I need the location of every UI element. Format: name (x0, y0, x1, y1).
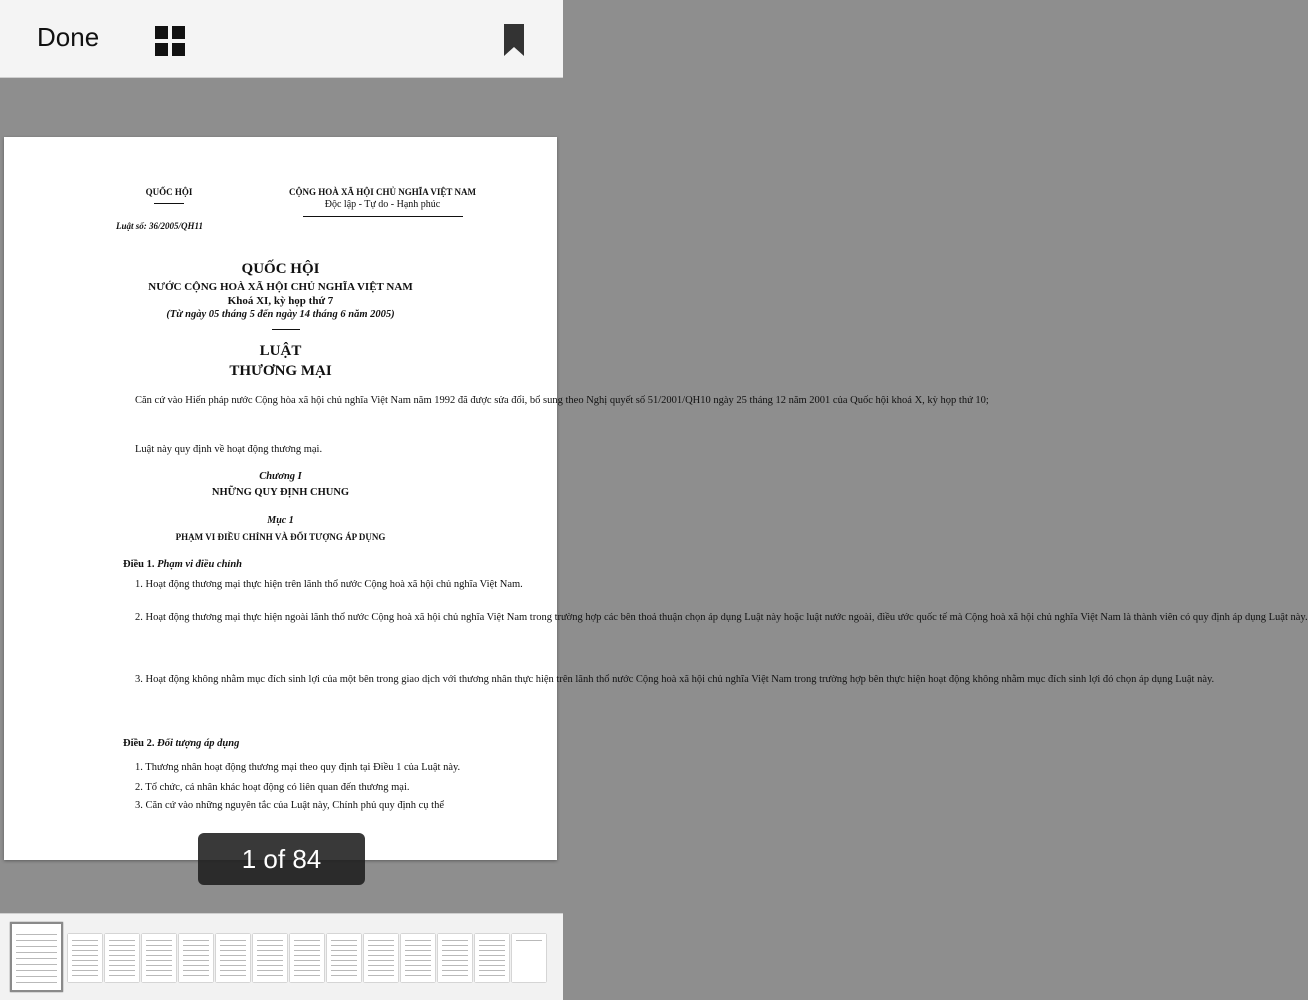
thumbnail-line (257, 955, 283, 956)
thumbnail-line (16, 964, 57, 965)
thumbnail-line (442, 965, 468, 966)
bookmark-icon[interactable] (504, 24, 524, 56)
thumbnail-line (368, 960, 394, 961)
thumbnail-page[interactable] (438, 934, 472, 982)
thumbnail-line (220, 955, 246, 956)
thumbnail-line (146, 950, 172, 951)
thumbnail-page[interactable] (105, 934, 139, 982)
thumbnail-line (109, 950, 135, 951)
thumbnail-line (442, 945, 468, 946)
thumbnail-line (479, 975, 505, 976)
thumbnail-page[interactable] (142, 934, 176, 982)
thumbnail-line (146, 940, 172, 941)
article-1-heading (123, 559, 242, 570)
section-title: PHẠM VI ĐIỀU CHỈNH VÀ ĐỐI TƯỢNG ÁP DỤNG (175, 532, 386, 542)
article-2-clause-3: 3. Căn cứ vào những nguyên tắc của Luật này, Chính phủ quy định cụ thể (135, 800, 445, 811)
thumbnail-line (220, 945, 246, 946)
thumbnail-current[interactable] (10, 922, 63, 992)
thumbnail-line (109, 970, 135, 971)
thumbnail-line (479, 965, 505, 966)
preamble-scope: Luật này quy định về hoạt động thương mại. (135, 444, 323, 455)
title-session: Khoá XI, kỳ họp thứ 7 (227, 295, 334, 307)
thumbnail-line (368, 950, 394, 951)
thumbnail-line (331, 970, 357, 971)
section-number: Mục 1 (267, 515, 294, 526)
article-1-number: Điều 1. (123, 559, 155, 570)
thumbnail-page[interactable] (216, 934, 250, 982)
thumbnail-line (442, 950, 468, 951)
thumbnail-line (405, 950, 431, 951)
thumbnail-line (294, 970, 320, 971)
thumbnail-line (16, 952, 57, 953)
article-2-clause-1: 1. Thương nhân hoạt động thương mại theo quy định tại Điều 1 của Luật này. (135, 762, 461, 773)
thumbnail-line (257, 945, 283, 946)
thumbnail-line (109, 955, 135, 956)
title-dates: (Từ ngày 05 tháng 5 đến ngày 14 tháng 6 năm 2005) (166, 309, 395, 320)
thumbnail-line (16, 934, 57, 935)
thumbnail-page[interactable] (475, 934, 509, 982)
thumbnail-line (479, 950, 505, 951)
thumbnail-line (16, 940, 57, 941)
thumbnail-line (220, 950, 246, 951)
thumbnail-line (368, 965, 394, 966)
thumbnail-line (183, 965, 209, 966)
header-right-rule (303, 216, 463, 217)
thumbnail-line (72, 970, 98, 971)
thumbnail-strip[interactable] (0, 913, 563, 1000)
thumbnail-line (331, 975, 357, 976)
thumbnail-line (294, 940, 320, 941)
preamble-paragraph: Căn cứ vào Hiến pháp nước Cộng hòa xã hội chủ nghĩa Việt Nam năm 1992 đã được sửa đổi, bổ sung theo Nghị quyết số 51/2001/QH10 ngày 25 tháng 12 năm 2001 của Quốc hội khoá X, kỳ họp thứ 10; (135, 395, 989, 406)
article-2-number: Điều 2. (123, 738, 155, 749)
thumbnail-line (146, 960, 172, 961)
thumbnail-line (72, 975, 98, 976)
thumbnail-page[interactable] (179, 934, 213, 982)
thumbnail-line (442, 940, 468, 941)
thumbnail-line (183, 975, 209, 976)
article-2-title: Đối tượng áp dụng (157, 738, 240, 749)
thumbnail-line (479, 945, 505, 946)
thumbnail-line (183, 960, 209, 961)
article-1-clause-1: 1. Hoạt động thương mại thực hiện trên lãnh thổ nước Cộng hoà xã hội chủ nghĩa Việt Nam. (135, 579, 523, 590)
header-left-rule (154, 203, 184, 204)
document-page[interactable] (4, 137, 1308, 860)
thumbnail-line (294, 965, 320, 966)
thumbnail-line (109, 945, 135, 946)
thumbnail-line (220, 960, 246, 961)
thumbnail-page[interactable] (327, 934, 361, 982)
thumbnail-line (331, 950, 357, 951)
thumbnail-line (405, 970, 431, 971)
thumbnail-line (257, 960, 283, 961)
article-1-clause-3: 3. Hoạt động không nhằm mục đích sinh lợi của một bên trong giao dịch với thương nhân thực hiện trên lãnh thổ nước Cộng hoà xã hội chủ nghĩa Việt Nam trong trường hợp bên thực hiện hoạt động không nhằm mục đích sinh lợi đó chọn áp dụng Luật này. (135, 674, 1215, 685)
thumbnail-line (109, 960, 135, 961)
thumbnail-line (368, 945, 394, 946)
header-left: QUỐC HỘI (145, 187, 193, 197)
thumbnail-line (442, 975, 468, 976)
thumbnail-line (257, 975, 283, 976)
title-law: LUẬT (259, 343, 302, 359)
thumbnail-page[interactable] (364, 934, 398, 982)
thumbnail-line (220, 940, 246, 941)
article-2-heading (123, 738, 239, 749)
thumbnail-line (257, 940, 283, 941)
thumbnail-line (220, 970, 246, 971)
thumbnail-line (405, 965, 431, 966)
thumbnail-line (16, 982, 57, 983)
thumbnail-line (368, 970, 394, 971)
thumbnail-line (405, 975, 431, 976)
thumbnail-line (331, 945, 357, 946)
thumbnail-line (146, 975, 172, 976)
thumbnail-line (146, 970, 172, 971)
title-commerce: THƯƠNG MẠI (229, 363, 332, 379)
thumbnail-line (479, 970, 505, 971)
title-quochoi: QUỐC HỘI (241, 261, 320, 277)
thumbnail-line (257, 950, 283, 951)
thumbnail-line (405, 955, 431, 956)
thumbnail-line (183, 945, 209, 946)
thumbnail-line (72, 950, 98, 951)
thumbnail-line (72, 955, 98, 956)
thumbnail-line (109, 940, 135, 941)
thumbnail-line (294, 960, 320, 961)
thumbnail-line (368, 940, 394, 941)
thumbnail-line (183, 940, 209, 941)
thumbnail-line (72, 945, 98, 946)
chapter-number: Chương I (259, 471, 302, 482)
thumbnail-line (294, 945, 320, 946)
thumbnail-line (331, 960, 357, 961)
thumbnail-line (257, 970, 283, 971)
title-country: NƯỚC CỘNG HOÀ XÃ HỘI CHỦ NGHĨA VIỆT NAM (148, 281, 413, 293)
thumbnail-line (331, 965, 357, 966)
thumbnail-page[interactable] (290, 934, 324, 982)
thumbnail-line (442, 970, 468, 971)
article-1-clause-2: 2. Hoạt động thương mại thực hiện ngoài lãnh thổ nước Cộng hoà xã hội chủ nghĩa Việt Nam trong trường hợp các bên thoả thuận chọn áp dụng Luật này hoặc luật nước ngoài, điều ước quốc tế mà Cộng hoà xã hội chủ nghĩa Việt Nam là thành viên có quy định áp dụng Luật này. (135, 612, 1308, 623)
thumbnail-line (294, 975, 320, 976)
grid-icon[interactable] (155, 26, 185, 56)
done-button[interactable]: Done (37, 22, 100, 52)
thumbnail-line (405, 960, 431, 961)
thumbnail-line (146, 965, 172, 966)
thumbnail-line (479, 940, 505, 941)
thumbnail-page[interactable] (253, 934, 287, 982)
thumbnail-line (257, 965, 283, 966)
article-2-clause-2: 2. Tổ chức, cá nhân khác hoạt động có liên quan đến thương mại. (135, 782, 410, 793)
thumbnail-page[interactable] (401, 934, 435, 982)
title-rule (272, 329, 300, 330)
chapter-title: NHỮNG QUY ĐỊNH CHUNG (211, 487, 350, 498)
thumbnail-line (220, 975, 246, 976)
top-toolbar (0, 0, 563, 78)
thumbnail-line (405, 945, 431, 946)
thumbnail-line (146, 955, 172, 956)
thumbnail-line (109, 975, 135, 976)
thumbnail-line (109, 965, 135, 966)
thumbnail-line (405, 940, 431, 941)
thumbnail-line (183, 955, 209, 956)
header-right-title: CỘNG HOÀ XÃ HỘI CHỦ NGHĨA VIỆT NAM (289, 187, 476, 197)
thumbnail-page[interactable] (68, 934, 102, 982)
thumbnail-line (294, 955, 320, 956)
thumbnail-line (331, 955, 357, 956)
article-1-title: Phạm vi điều chỉnh (157, 559, 243, 570)
thumbnail-page[interactable] (512, 934, 546, 982)
thumbnail-line (72, 960, 98, 961)
thumbnail-line (479, 960, 505, 961)
thumbnail-line (294, 950, 320, 951)
thumbnail-line (16, 958, 57, 959)
page-indicator: 1 of 84 (198, 833, 365, 885)
thumbnail-line (183, 970, 209, 971)
thumbnail-line (368, 975, 394, 976)
thumbnail-line (479, 955, 505, 956)
thumbnail-line (368, 955, 394, 956)
thumbnail-line (72, 965, 98, 966)
thumbnail-line (146, 945, 172, 946)
thumbnail-line (16, 946, 57, 947)
thumbnail-line (183, 950, 209, 951)
thumbnail-line (16, 970, 57, 971)
law-number: Luật số: 36/2005/QH11 (116, 221, 204, 231)
thumbnail-line (442, 960, 468, 961)
thumbnail-line (16, 976, 57, 977)
thumbnail-line (331, 940, 357, 941)
thumbnail-line (516, 940, 542, 941)
header-right-motto: Độc lập - Tự do - Hạnh phúc (324, 199, 441, 210)
thumbnail-line (442, 955, 468, 956)
thumbnail-line (72, 940, 98, 941)
thumbnail-line (220, 965, 246, 966)
